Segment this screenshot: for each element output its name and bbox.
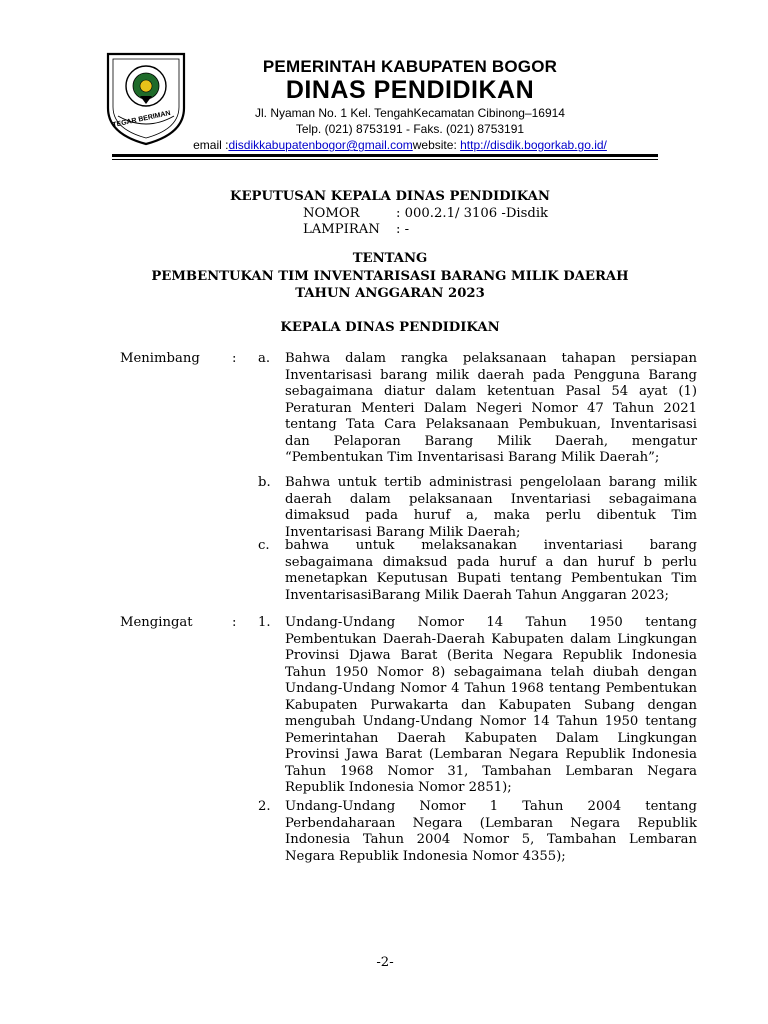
menimbang-item-mark: c. xyxy=(258,538,270,553)
decree-number-value: : 000.2.1/ 3106 -Disdik xyxy=(396,206,549,221)
email-prefix: email : xyxy=(193,138,229,152)
mengingat-label: Mengingat xyxy=(120,615,193,630)
mengingat-item-text: Undang-Undang Nomor 1 Tahun 2004 tentang Perbendaharaan Negara (Lembaran Negara Republik Indonesia Tahun 2004 Nomor 5, Tambahan Lembaran Negara Republik Indonesia Nomor 4355); xyxy=(285,799,697,864)
menimbang-item-mark: a. xyxy=(258,351,271,366)
mengingat-colon: : xyxy=(232,615,237,630)
mengingat-item-mark: 1. xyxy=(258,615,271,630)
menimbang-colon: : xyxy=(232,351,237,366)
letterhead-phone: Telp. (021) 8753191 - Faks. (021) 8753191 xyxy=(295,122,525,136)
decree-subject-line-1: PEMBENTUKAN TIM INVENTARISASI BARANG MILIK DAERAH xyxy=(151,269,629,284)
letterhead-rule-thick xyxy=(112,154,658,157)
letterhead-contact-line xyxy=(140,138,660,152)
menimbang-label: Menimbang xyxy=(120,351,200,366)
mengingat-item-text: Undang-Undang Nomor 14 Tahun 1950 tentang Pembentukan Daerah-Daerah Kabupaten dalam Lingkungan Provinsi Djawa Barat (Berita Negara Republik Indonesia Tahun 1950 Nomor 8) sebagaimana telah diubah dengan Undang-Undang Nomor 4 Tahun 1968 tentang Pembentukan Kabupaten Purwakarta dan Kabupaten Subang dengan mengubah Undang-Undang Nomor 14 Tahun 1950 tentang Pemerintahan Daerah Kabupaten Dalam Lingkungan Provinsi Jawa Barat (Lembaran Negara Republik Indonesia Tahun 1968 Nomor 31, Tambahan Lembaran Negara Republik Indonesia Nomor 2851); xyxy=(285,615,697,795)
letterhead-department: DINAS PENDIDIKAN xyxy=(285,76,535,104)
decree-issuer: KEPALA DINAS PENDIDIKAN xyxy=(280,320,500,335)
letterhead-address: Jl. Nyaman No. 1 Kel. TengahKecamatan Cibinong–16914 xyxy=(255,106,565,120)
letterhead-rule-thin xyxy=(112,159,658,160)
menimbang-item-mark: b. xyxy=(258,475,271,490)
website-link[interactable]: http://disdik.bogorkab.go.id/ xyxy=(460,138,607,152)
decree-about-label: TENTANG xyxy=(352,251,428,266)
decree-title: KEPUTUSAN KEPALA DINAS PENDIDIKAN xyxy=(230,189,550,204)
decree-number-label: NOMOR xyxy=(303,206,360,221)
menimbang-item-text: Bahwa dalam rangka pelaksanaan tahapan persiapan Inventarisasi barang milik daerah pada Pengguna Barang sebagaimana diatur dalam ketentuan Pasal 54 ayat (1) Peraturan Menteri Dalam Negeri Nomor 47 Tahun 2021 tentang Tata Cara Pelaksanaan Pembukuan, Inventarisasi dan Pelaporan Barang Milik Daerah, mengatur “Pembentukan Tim Inventarisasi Barang Milik Daerah”; xyxy=(285,351,697,465)
logo-motto: TEGAR BERIMAN xyxy=(111,109,172,130)
page-number: -2- xyxy=(376,955,394,970)
menimbang-item-text: Bahwa untuk tertib administrasi pengelolaan barang milik daerah dalam pelaksanaan Inventariasi sebagaimana dimaksud pada huruf a, maka perlu dibentuk Tim Inventarisasi Barang Milik Daerah; xyxy=(285,475,697,540)
decree-subject-line-2: TAHUN ANGGARAN 2023 xyxy=(295,286,485,301)
bogor-regency-emblem-icon xyxy=(104,50,188,146)
decree-attachment-label: LAMPIRAN xyxy=(303,222,380,237)
website-prefix: website: xyxy=(412,138,461,152)
letterhead-government: PEMERINTAH KABUPATEN BOGOR xyxy=(262,57,558,76)
decree-attachment-value: : - xyxy=(396,222,410,237)
mengingat-item-mark: 2. xyxy=(258,799,271,814)
email-link[interactable]: disdikkabupatenbogor@gmail.com xyxy=(228,138,413,152)
menimbang-item-text: bahwa untuk melaksanakan inventariasi barang sebagaimana dimaksud pada huruf a dan huruf b perlu menetapkan Keputusan Bupati tentang Pembentukan Tim InventarisasiBarang Milik Daerah Tahun Anggaran 2023; xyxy=(285,538,697,603)
